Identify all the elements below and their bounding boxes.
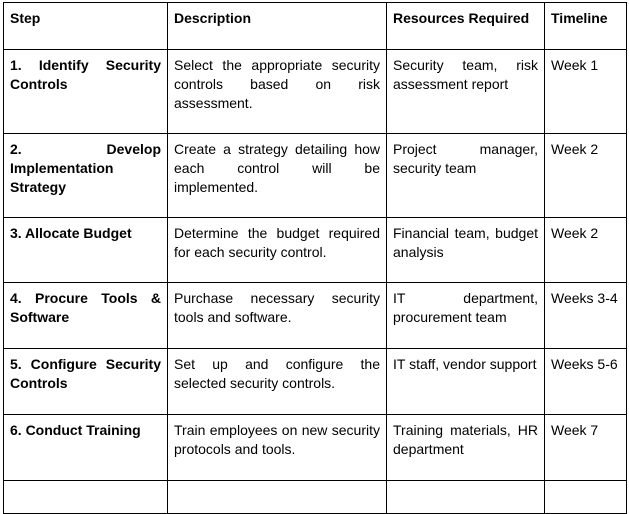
resources-cell: IT department, procurement team (387, 283, 545, 349)
step-cell: 1. Identify Security Controls (4, 50, 168, 134)
resources-cell: Training materials, HR department (387, 415, 545, 481)
step-cell: 3. Allocate Budget (4, 218, 168, 283)
description-cell: Select the appropriate security controls based on risk assessment. (168, 50, 387, 134)
table-header-row (4, 3, 627, 50)
step-cell: 4. Procure Tools & Software (4, 283, 168, 349)
table-row (4, 415, 627, 481)
table-row-cut-off (4, 481, 627, 514)
timeline-cell: Week 2 (545, 218, 627, 283)
empty-cell (168, 481, 387, 514)
empty-cell (545, 481, 627, 514)
resources-cell: Financial team, budget analysis (387, 218, 545, 283)
timeline-cell: Weeks 5-6 (545, 349, 627, 415)
header-timeline: Timeline (545, 3, 627, 50)
description-cell: Purchase necessary security tools and software. (168, 283, 387, 349)
header-step: Step (4, 3, 168, 50)
table-row (4, 283, 627, 349)
table-row (4, 349, 627, 415)
resources-cell: Security team, risk assessment report (387, 50, 545, 134)
resources-cell: Project manager, security team (387, 134, 545, 218)
timeline-cell: Weeks 3-4 (545, 283, 627, 349)
description-cell: Train employees on new security protocols and tools. (168, 415, 387, 481)
timeline-cell: Week 2 (545, 134, 627, 218)
resources-cell: IT staff, vendor support (387, 349, 545, 415)
timeline-cell: Week 7 (545, 415, 627, 481)
step-cell: 5. Configure Security Controls (4, 349, 168, 415)
table-row (4, 218, 627, 283)
empty-cell (387, 481, 545, 514)
header-description: Description (168, 3, 387, 50)
step-cell: 6. Conduct Training (4, 415, 168, 481)
step-cell: 2. Develop Implementation Strategy (4, 134, 168, 218)
description-cell: Create a strategy detailing how each control will be implemented. (168, 134, 387, 218)
timeline-cell: Week 1 (545, 50, 627, 134)
table-row (4, 134, 627, 218)
description-cell: Set up and configure the selected security controls. (168, 349, 387, 415)
empty-cell (4, 481, 168, 514)
header-resources: Resources Required (387, 3, 545, 50)
description-cell: Determine the budget required for each security control. (168, 218, 387, 283)
implementation-plan-table (3, 2, 627, 514)
table-row (4, 50, 627, 134)
